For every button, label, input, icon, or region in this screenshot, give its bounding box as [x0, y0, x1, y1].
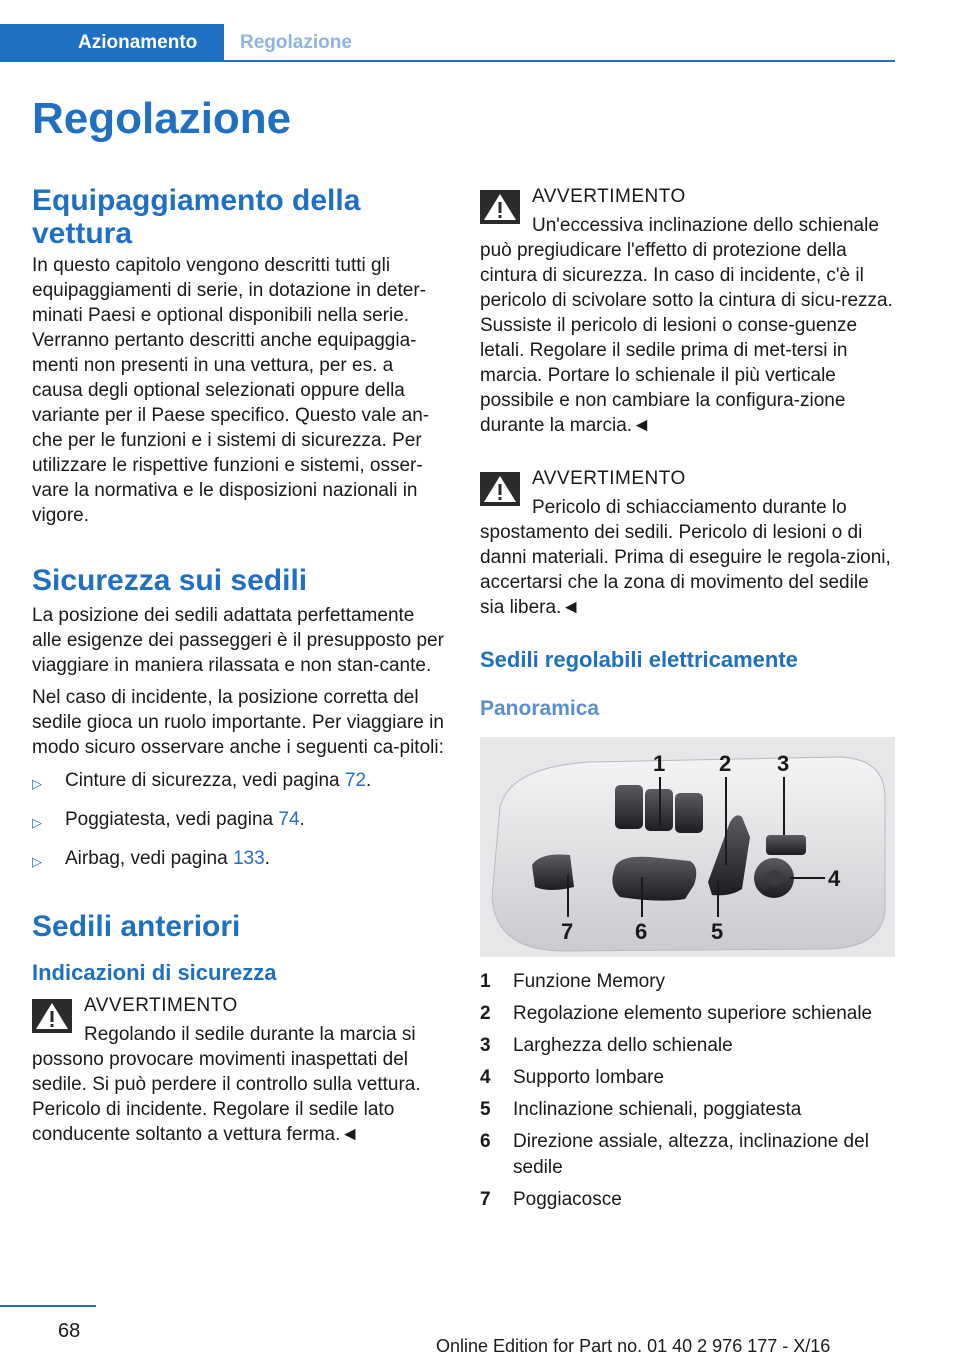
- triangle-bullet-icon: ▷: [32, 776, 42, 791]
- seat-safety-text-2: Nel caso di incidente, la posizione corretta del sedile gioca un ruolo importante. Per viaggiare in modo sicuro osservare anche i seguenti ca-pitoli:: [32, 687, 444, 758]
- figure-legend: [480, 969, 896, 1213]
- triangle-bullet-icon: ▷: [32, 815, 42, 830]
- online-edition-note: Online Edition for Part no. 01 40 2 976 177 - X/16: [436, 1336, 831, 1356]
- triangle-bullet-icon: ▷: [32, 854, 42, 869]
- seat-controls-illustration: [480, 737, 895, 957]
- page-link-72[interactable]: 72: [344, 770, 367, 791]
- figure-label: 5: [711, 919, 724, 944]
- memory-button: [675, 793, 703, 833]
- warning-icon: [480, 190, 520, 224]
- electric-seats-heading: Sedili regolabili elettricamente: [480, 647, 798, 672]
- page-link-133[interactable]: 133: [232, 848, 265, 869]
- header-rule: [0, 60, 895, 62]
- seat-safety-heading: Sicurezza sui sedili: [32, 564, 308, 597]
- figure-label: 7: [561, 919, 574, 944]
- safety-notes-heading: Indicazioni di sicurezza: [32, 960, 277, 985]
- legend-item: 3 Larghezza dello schienale: [480, 1035, 733, 1056]
- legend-item: 5 Inclinazione schienali, poggiatesta: [480, 1099, 802, 1120]
- list-item: ▷ Airbag, vedi pagina 133.: [32, 846, 448, 874]
- legend-item: 1 Funzione Memory: [480, 971, 666, 992]
- warning-icon: [32, 999, 72, 1033]
- equipment-heading: Equipaggiamento della vettura: [32, 184, 361, 250]
- front-seats-heading: Sedili anteriori: [32, 910, 241, 943]
- reference-list: [32, 768, 448, 874]
- left-column: [32, 184, 448, 1147]
- figure-label: 4: [828, 866, 841, 891]
- equipment-text: In questo capitolo vengono descritti tutti gli equipaggiamenti di serie, in dotazione in deter-minati Paesi e optional disponibili nella serie. Verranno pertanto descritti anche equipaggia-menti non presenti in una vettura, per es. a causa degli optional selezionati oppure della variante per il Paese specifico. Questo vale an-che per le funzioni e i sistemi di sicurezza. Per utilizzare le rispettive funzioni e sistemi, osser-vare la normativa e le disposizioni nazionali in vigore.: [32, 255, 430, 526]
- page-title: Regolazione: [32, 94, 292, 143]
- warning-label: AVVERTIMENTO: [532, 468, 686, 489]
- warning-block: [480, 466, 896, 620]
- warning-block: [32, 993, 448, 1147]
- figure-label: 3: [777, 751, 790, 776]
- warning-text: Regolando il sedile durante la marcia si possono provocare movimenti inaspettati del sedile. Si può perdere il controllo sulla vettura. Pericolo di incidente. Regolare il sedile lato conducente soltanto a vettura ferma.◄: [32, 1024, 421, 1145]
- page-number: 68: [58, 1320, 81, 1342]
- page-link-74[interactable]: 74: [278, 809, 300, 830]
- backrest-width-switch: [766, 835, 806, 855]
- figure-label: 2: [719, 751, 732, 776]
- memory-button: [615, 785, 643, 829]
- list-item: ▷ Cinture di sicurezza, vedi pagina 72.: [32, 768, 448, 796]
- tab-regolazione[interactable]: Regolazione: [240, 32, 352, 53]
- right-column: [480, 184, 896, 1219]
- list-item: ▷ Poggiatesta, vedi pagina 74.: [32, 807, 448, 835]
- warning-label: AVVERTIMENTO: [532, 186, 686, 207]
- seat-safety-text-1: La posizione dei sedili adattata perfettamente alle esigenze dei passeggeri è il presupposto per viaggiare in maniera rilassata e non stan-cante.: [32, 605, 444, 676]
- seat-switch: [612, 857, 696, 901]
- legend-item: 4 Supporto lombare: [480, 1067, 665, 1088]
- legend-item: 2 Regolazione elemento superiore schienale: [480, 1003, 873, 1024]
- warning-label: AVVERTIMENTO: [84, 995, 238, 1016]
- legend-item: 7 Poggiacosce: [480, 1189, 622, 1210]
- seat-controls-figure: [480, 737, 895, 957]
- overview-heading: Panoramica: [480, 697, 600, 720]
- legend-item: 6 Direzione assiale, altezza, inclinazione del sedile: [480, 1131, 869, 1178]
- header-tabbar: [0, 24, 895, 62]
- figure-label: 1: [653, 751, 666, 776]
- warning-block: [480, 184, 896, 438]
- warning-text: Un'eccessiva inclinazione dello schienale può pregiudicare l'effetto di protezione della cintura di sicurezza. In caso di incidente, c'è il pericolo di scivolare sotto la cintura di sicu-rezza. Sussiste il pericolo di lesioni o conse-guenze letali. Regolare il sedile prima di met-tersi in marcia. Portare lo schienale il più verticale possibile e non cambiare la configura-zione durante la marcia.◄: [480, 215, 893, 436]
- figure-label: 6: [635, 919, 648, 944]
- warning-text: Pericolo di schiacciamento durante lo spostamento dei sedili. Pericolo di lesioni o di danni materiali. Prima di eseguire le regola-zioni, accertarsi che la zona di movimento del sedile sia libera.◄: [480, 497, 891, 618]
- footer-rule: [0, 1305, 96, 1307]
- warning-icon: [480, 472, 520, 506]
- tab-azionamento[interactable]: Azionamento: [0, 24, 224, 62]
